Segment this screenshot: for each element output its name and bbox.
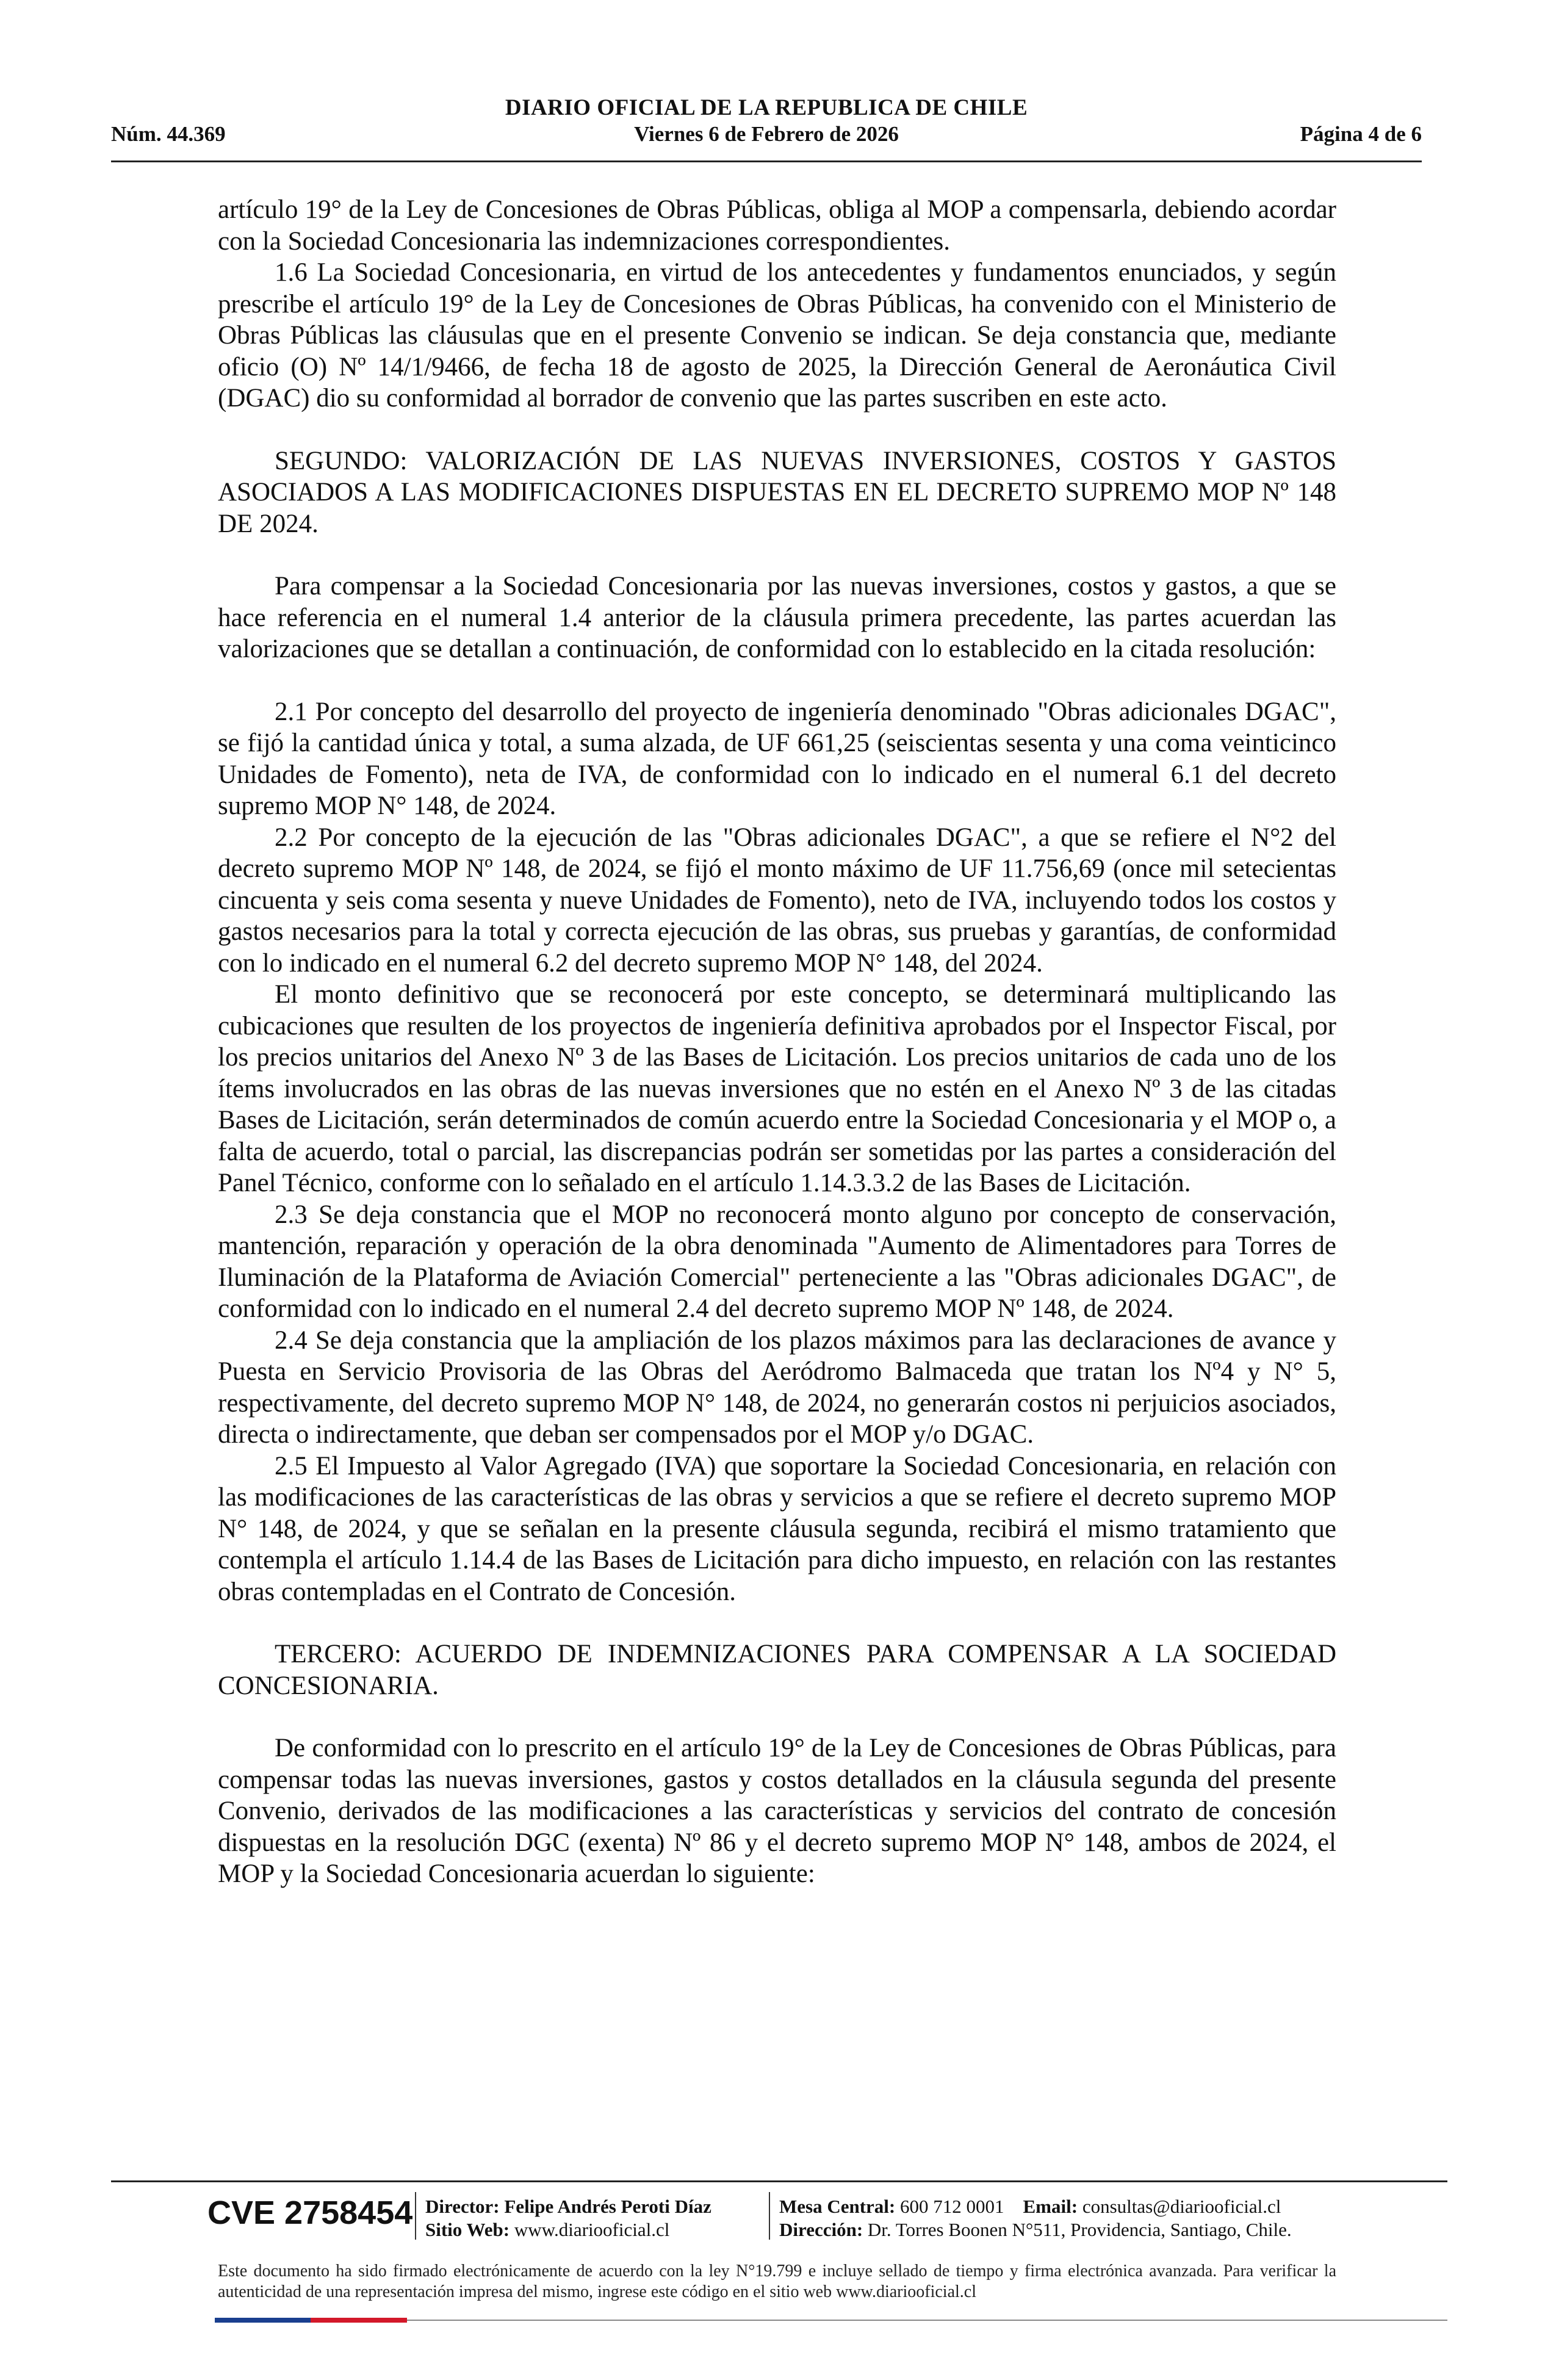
email-link[interactable]: consultas@diariooficial.cl xyxy=(1082,2196,1281,2217)
paragraph: El monto definitivo que se reconocerá por este concepto, se determinará multiplicando las cubicaciones que resulten de los proyectos de ingeniería definitiva aprobados por el Inspector Fiscal, por los precios unitarios del Anexo Nº 3 de las Bases de Licitación. Los precios unitarios de cada uno de los ítems involucrados en las obras de las nuevas inversiones que no estén en el Anexo Nº 3 de las citadas Bases de Licitación, serán determinados de común acuerdo entre la Sociedad Concesionaria y el MOP o, a falta de acuerdo, total o parcial, las discrepancias podrán ser sometidas por las partes a consideración del Panel Técnico, conforme con lo señalado en el artículo 1.14.3.3.2 de las Bases de Licitación. xyxy=(218,980,1336,1197)
paragraph: 2.4 Se deja constancia que la ampliación de los plazos máximos para las declaraciones de avance y Puesta en Servicio Provisoria de las Obras del Aeródromo Balmaceda que tratan los Nº4 y N° 5, respectivamente, del decreto supremo MOP N° 148, de 2024, no generarán costos ni perjuicios asociados, directa o indirectamente, que deban ser compensados por el MOP y/o DGAC. xyxy=(218,1325,1336,1449)
footer-bottom-line xyxy=(407,2320,1447,2321)
footer-separator xyxy=(769,2192,770,2240)
newspaper-title: DIARIO OFICIAL DE LA REPUBLICA DE CHILE xyxy=(505,95,1028,120)
cve-code: CVE 2758454 xyxy=(207,2194,413,2231)
mesa-phone: 600 712 0001 xyxy=(900,2196,1004,2217)
direccion-label: Dirección: xyxy=(779,2219,863,2240)
flag-stripe xyxy=(215,2318,407,2323)
paragraph: De conformidad con lo prescrito en el artículo 19° de la Ley de Concesiones de Obras Públicas, para compensar todas las nuevas inversiones, gastos y costos detallados en la cláusula segunda del presente Convenio, derivados de las modificaciones a las características y servicios del contrato de concesión dispuestas en la resolución DGC (exenta) Nº 86 y el decreto supremo MOP N° 148, ambos de 2024, el MOP y la Sociedad Concesionaria acuerdan lo siguiente: xyxy=(218,1734,1336,1888)
signature-note: Este documento ha sido firmado electrónicamente de acuerdo con la ley N°19.799 e incluye sellado de tiempo y firma electrónica avanzada. Para verificar la autenticidad de una representación impresa del mismo, ingrese este código en el sitio web www.diariooficial.cl xyxy=(218,2262,1336,2301)
paragraph: 2.1 Por concepto del desarrollo del proyecto de ingeniería denominado "Obras adicionales DGAC", se fijó la cantidad única y total, a suma alzada, de UF 661,25 (seiscientas sesenta y una coma veinticinco Unidades de Fomento), neta de IVA, de conformidad con lo indicado en el numeral 6.1 del decreto supremo MOP N° 148, de 2024. xyxy=(218,697,1336,820)
mesa-label: Mesa Central: xyxy=(779,2196,896,2217)
paragraph: Para compensar a la Sociedad Concesionaria por las nuevas inversiones, costos y gastos, a que se hace referencia en el numeral 1.4 anterior de la cláusula primera precedente, las partes acuerdan las valorizaciones que se detallan a continuación, de conformidad con lo establecido en la citada resolución: xyxy=(218,572,1336,663)
footer-separator xyxy=(415,2192,416,2240)
page-number: Página 4 de 6 xyxy=(1300,122,1422,146)
page-header xyxy=(111,95,1422,162)
paragraph: artículo 19° de la Ley de Concesiones de Obras Públicas, obliga al MOP a compensarla, debiendo acordar con la Sociedad Concesionaria las indemnizaciones correspondientes. xyxy=(218,195,1336,256)
paragraph: 2.2 Por concepto de la ejecución de las "Obras adicionales DGAC", a que se refiere el N°2 del decreto supremo MOP Nº 148, de 2024, se fijó el monto máximo de UF 11.756,69 (once mil setecientas cincuenta y seis coma sesenta y nueve Unidades de Fomento), neto de IVA, incluyendo todos los costos y gastos necesarios para la total y correcta ejecución de las obras, sus pruebas y garantías, de conformidad con lo indicado en el numeral 6.2 del decreto supremo MOP N° 148, del 2024. xyxy=(218,823,1336,978)
issue-date: Viernes 6 de Febrero de 2026 xyxy=(634,122,899,146)
document-body xyxy=(218,194,1336,1890)
section-heading-segundo: SEGUNDO: VALORIZACIÓN DE LAS NUEVAS INVERSIONES, COSTOS Y GASTOS ASOCIADOS A LAS MODIFICACIONES DISPUESTAS EN EL DECRETO SUPREMO MOP Nº 148 DE 2024. xyxy=(218,446,1336,538)
director-name: Felipe Andrés Peroti Díaz xyxy=(504,2196,711,2217)
paragraph: 1.6 La Sociedad Concesionaria, en virtud de los antecedentes y fundamentos enunciados, y según prescribe el artículo 19° de la Ley de Concesiones de Obras Públicas, ha convenido con el Ministerio de Obras Públicas las cláusulas que en el presente Convenio se indican. Se deja constancia que, mediante oficio (O) Nº 14/1/9466, de fecha 18 de agosto de 2025, la Dirección General de Aeronáutica Civil (DGAC) dio su conformidad al borrador de convenio que las partes suscriben en este acto. xyxy=(218,258,1336,413)
paragraph: 2.5 El Impuesto al Valor Agregado (IVA) que soportare la Sociedad Concesionaria, en relación con las modificaciones de las características de las obras y servicios a que se refiere el decreto supremo MOP N° 148, de 2024, y que se señalan en la presente cláusula segunda, recibirá el mismo tratamiento que contempla el artículo 1.14.4 de las Bases de Licitación para dicho impuesto, en relación con las restantes obras contempladas en el Contrato de Concesión. xyxy=(218,1451,1336,1606)
email-label: Email: xyxy=(1023,2196,1078,2217)
director-label: Director: xyxy=(425,2196,500,2217)
footer-divider xyxy=(111,2180,1447,2182)
flag-blue xyxy=(215,2318,311,2323)
web-link[interactable]: www.diariooficial.cl xyxy=(514,2219,670,2240)
section-heading-tercero: TERCERO: ACUERDO DE INDEMNIZACIONES PARA COMPENSAR A LA SOCIEDAD CONCESIONARIA. xyxy=(218,1640,1336,1700)
direccion-text: Dr. Torres Boonen N°511, Providencia, Santiago, Chile. xyxy=(867,2219,1292,2240)
footer-contact-block xyxy=(779,2195,1292,2241)
footer-director-block xyxy=(425,2195,711,2241)
flag-red xyxy=(311,2318,407,2323)
issue-number: Núm. 44.369 xyxy=(111,122,226,146)
paragraph: 2.3 Se deja constancia que el MOP no reconocerá monto alguno por concepto de conservación, mantención, reparación y operación de la obra denominada "Aumento de Alimentadores para Torres de Iluminación de la Plataforma de Aviación Comercial" perteneciente a las "Obras adicionales DGAC", de conformidad con lo indicado en el numeral 2.4 del decreto supremo MOP Nº 148, de 2024. xyxy=(218,1200,1336,1323)
web-label: Sitio Web: xyxy=(425,2219,510,2240)
